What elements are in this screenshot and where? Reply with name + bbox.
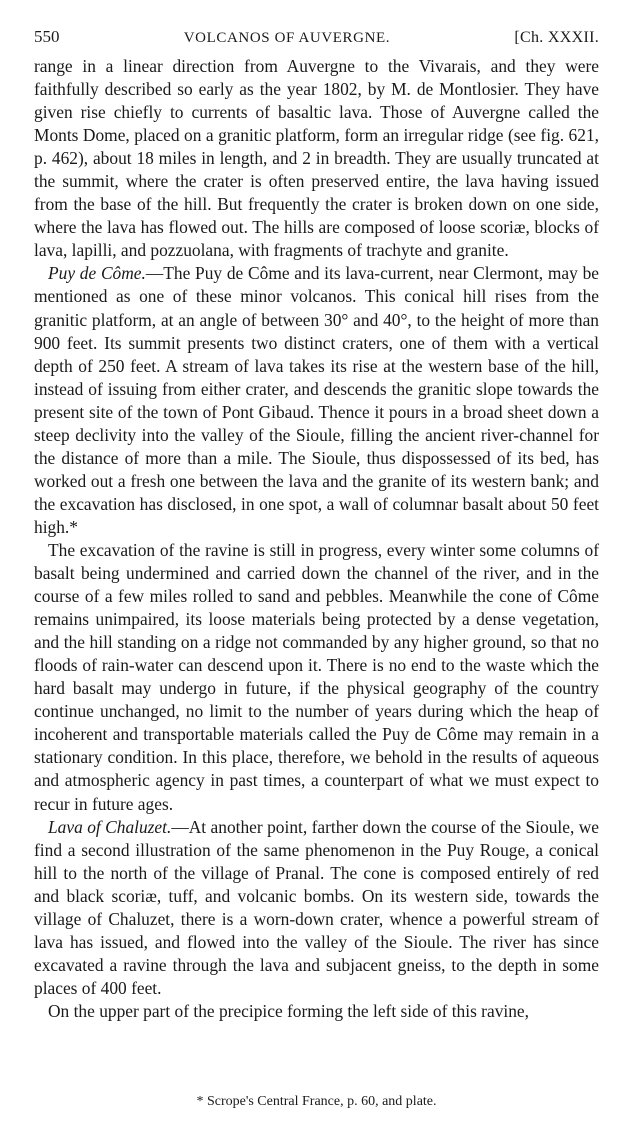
- paragraph-excavation: [34, 539, 599, 816]
- paragraph-text: —The Puy de Côme and its lava-current, near Clermont, may be mentioned as one of these minor volcanos. This conical hill rises from the granitic platform, at an angle of between 30° and 40°, to the height of more than 900 feet. Its summit presents two distinct craters, one of them with a vertical depth of 250 feet. A stream of lava takes its rise at the western base of the hill, instead of issuing from either crater, and descends the granitic slope towards the present site of the town of Pont Gibaud. Thence it pours in a broad sheet down a steep declivity into the valley of the Sioule, filling the ancient river-channel for the distance of more than a mile. The Sioule, thus dispossessed of its bed, has worked out a fresh one between the lava and the granite of its western bank; and the excavation has disclosed, in one spot, a wall of columnar basalt about 50 feet high.*: [34, 263, 599, 537]
- paragraph-text: On the upper part of the precipice forming the left side of this ravine,: [48, 1000, 529, 1021]
- paragraph-text: The excavation of the ravine is still in progress, every winter some columns of basalt being undermined and carried down the channel of the river, and in the course of a few miles rolled to sand and pebbles. Meanwhile the cone of Côme remains unimpaired, its loose materials being protected by a dense vegetation, and the hill standing on a ridge not commanded by any higher ground, so that no floods of rain-water can descend upon it. There is no end to the waste which the hard basalt may undergo in future, if the physical geography of the country continue unchanged, no limit to the number of years during which the heap of incoherent and transportable materials called the Puy de Côme may remain in a stationary condition. In this place, therefore, we behold in the results of aqueous and atmospheric agency in past times, a counterpart of what we must expect to recur in future ages.: [34, 539, 599, 814]
- paragraph-precipice: [34, 1000, 599, 1023]
- paragraph-text: range in a linear direction from Auvergne to the Vivarais, and they were faithfully described so early as the year 1802, by M. de Montlosier. They have given rise chiefly to currents of basaltic lava. Those of Auvergne called the Monts Dome, placed on a granitic platform, form an irregular ridge (see fig. 621, p. 462), about 18 miles in length, and 2 in breadth. They are usually truncated at the summit, where the crater is often preserved entire, the lava having issued from the base of the hill. But frequently the crater is broken down on one side, where the lava has flowed out. The hills are composed of loose scoriæ, blocks of lava, lapilli, and pozzuolana, with fragments of trachyte and granite.: [34, 56, 599, 261]
- paragraph-lead: Lava of Chaluzet.: [48, 816, 172, 837]
- paragraph-lava-of-chaluzet: [34, 816, 599, 1000]
- footnote: * Scrope's Central France, p. 60, and plate.: [196, 1094, 437, 1109]
- running-title: VOLCANOS OF AUVERGNE.: [183, 30, 391, 46]
- body-text: [34, 55, 599, 1023]
- running-head: [34, 26, 599, 49]
- chapter-label: [Ch. XXXII.: [514, 29, 599, 46]
- paragraph-continuation: [34, 55, 599, 262]
- page-number: 550: [34, 27, 60, 46]
- paragraph-puy-de-come: [34, 262, 599, 539]
- paragraph-lead: Puy de Côme.: [48, 263, 146, 284]
- paragraph-text: —At another point, farther down the course of the Sioule, we find a second illustration of the same phenomenon in the Puy Rouge, a conical hill to the north of the village of Pranal. The cone is composed entirely of red and black scoriæ, tuff, and volcanic bombs. On its western side, towards the village of Chaluzet, there is a worn-down crater, whence a powerful stream of lava has issued, and flowed into the valley of the Sioule. The river has since excavated a ravine through the lava and subjacent gneiss, to the depth in some places of 400 feet.: [34, 816, 600, 998]
